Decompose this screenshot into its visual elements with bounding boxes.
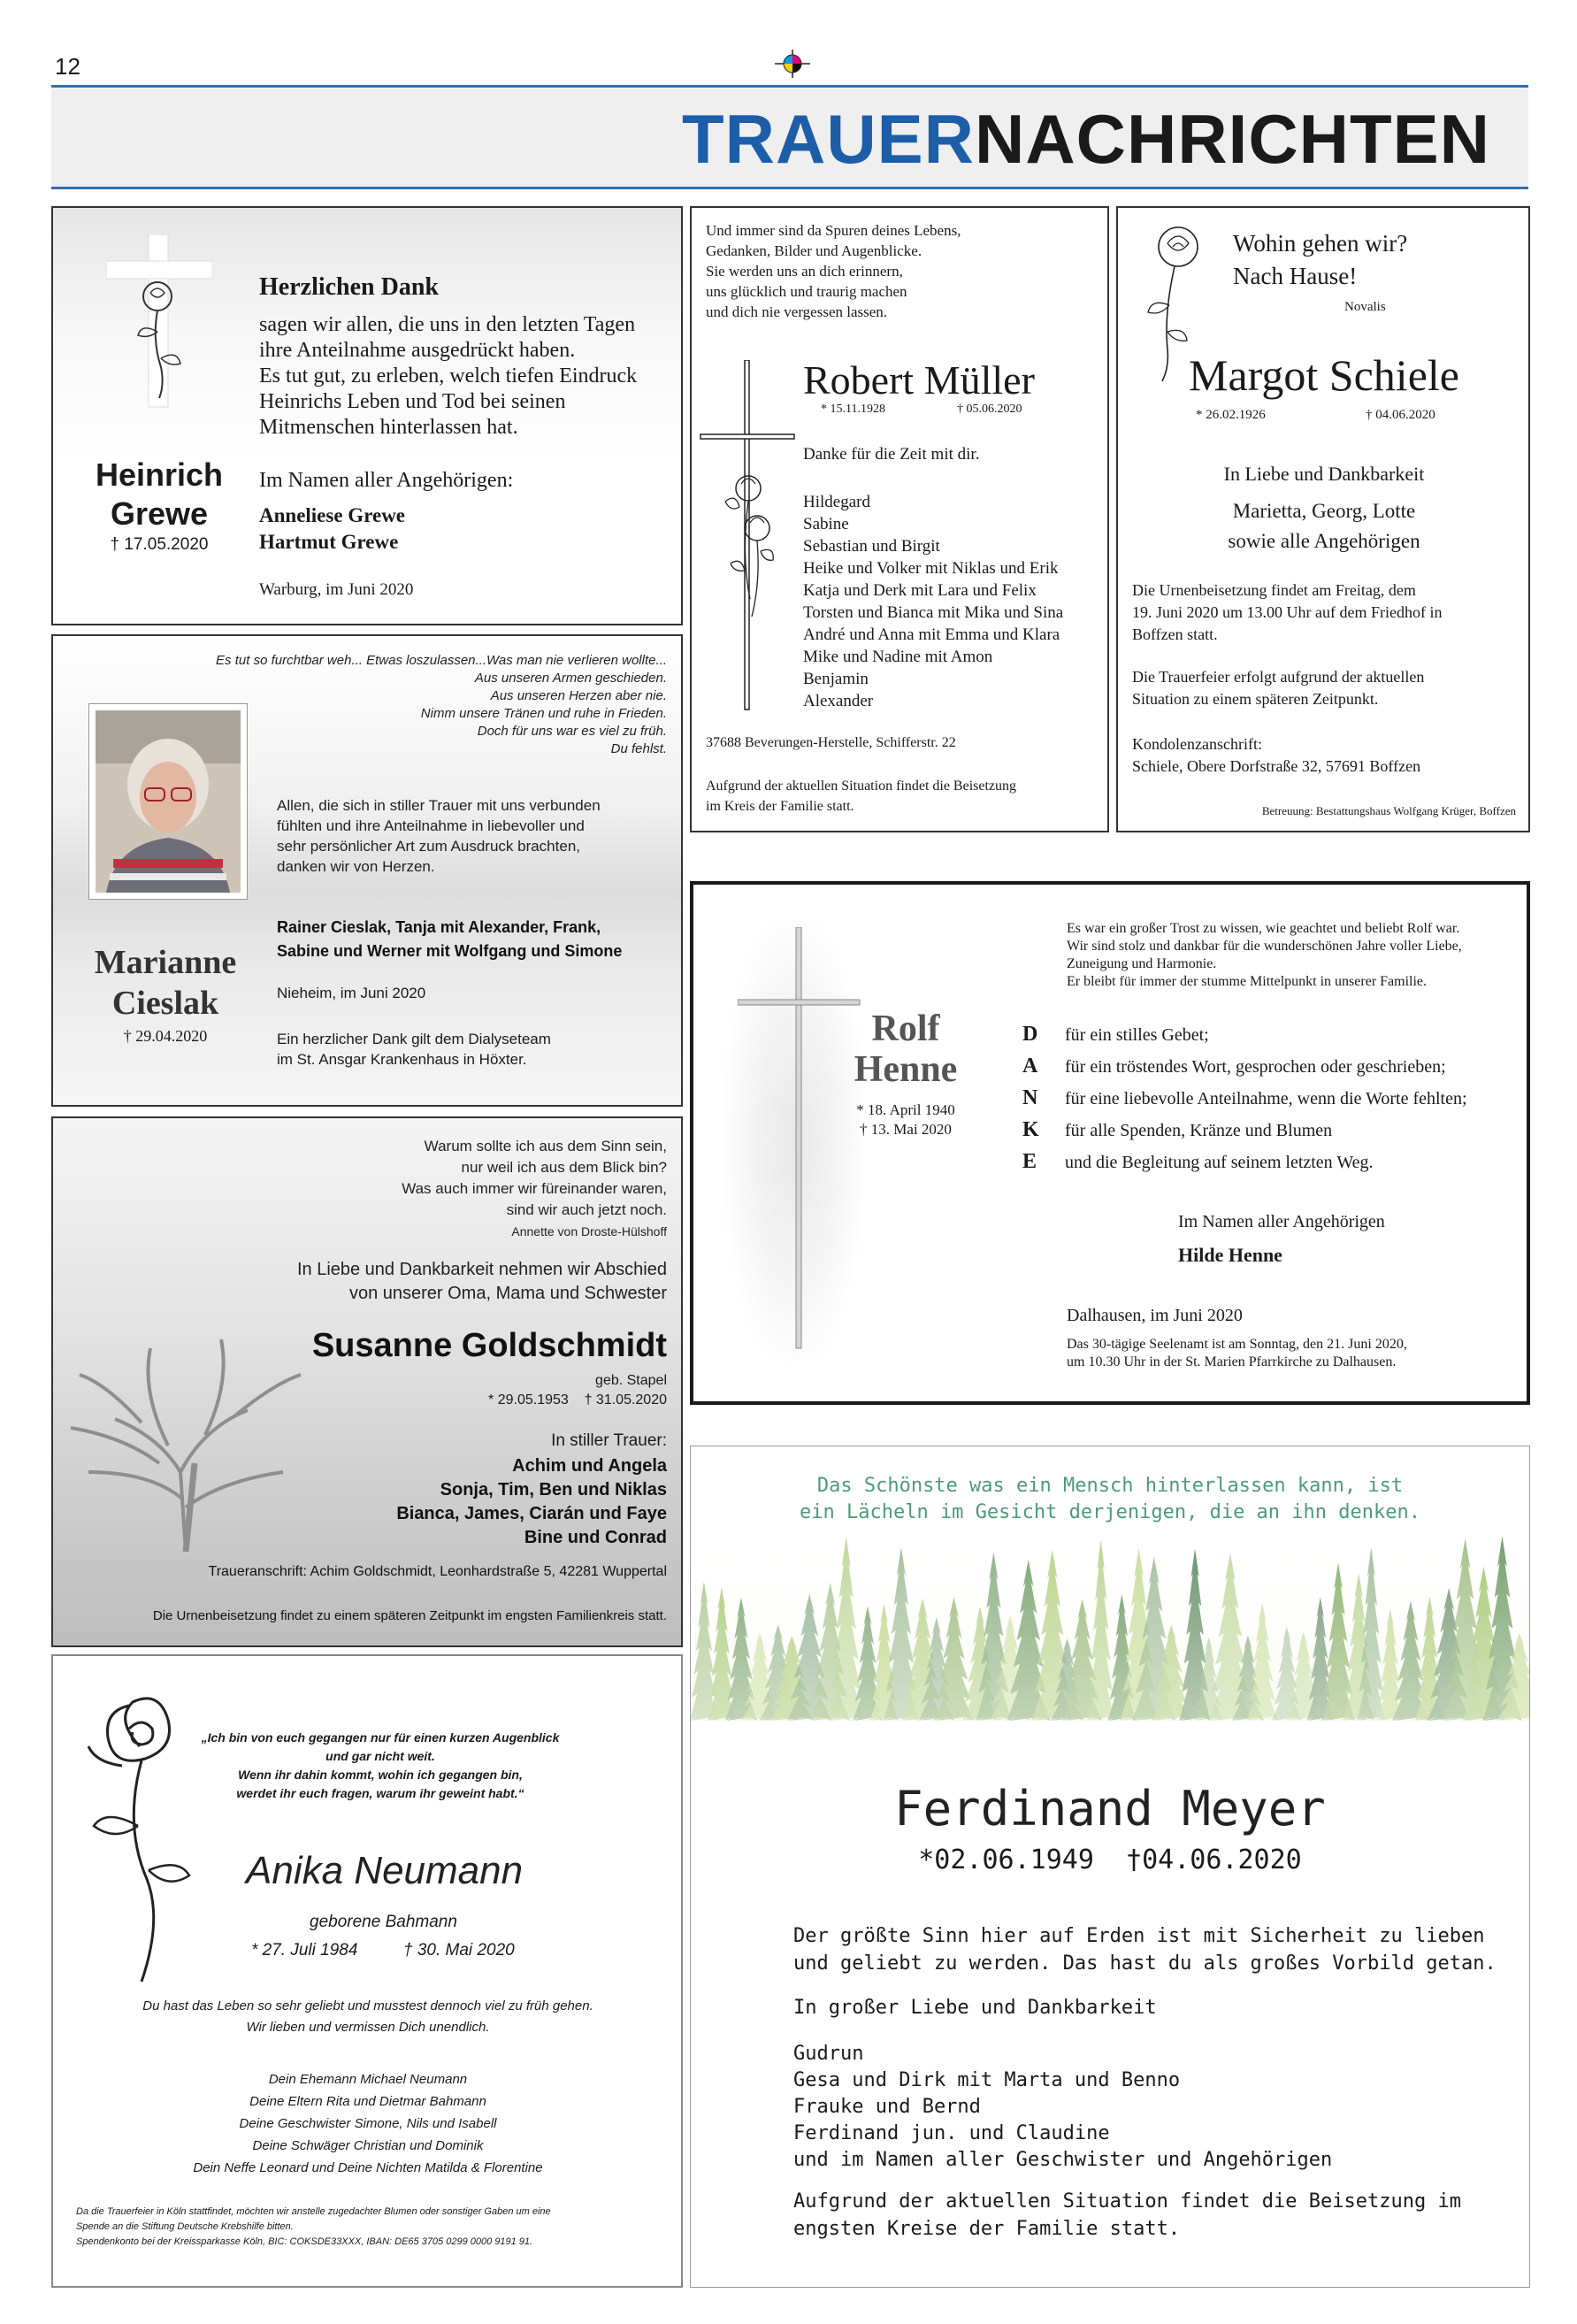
neumann-family-line: Dein Neffe Leonard und Deine Nichten Matilda & Florentine: [193, 2160, 543, 2175]
grewe-first-name: Heinrich: [95, 456, 224, 493]
goldschmidt-family-line: Bine und Conrad: [524, 1528, 667, 1547]
mueller-note-line: im Kreis der Familie statt.: [706, 799, 854, 814]
neumann-body-line: Wir lieben und vermissen Dich unendlich.: [246, 2020, 490, 2035]
henne-first-name: Rolf: [871, 1009, 940, 1049]
grewe-last-name: Grewe: [110, 495, 209, 532]
neumann-quote-line: Wenn ihr dahin kommt, wohin ich gegangen bin,: [238, 1768, 523, 1782]
mueller-address: 37688 Beverungen-Herstelle, Schifferstr. 22: [706, 735, 956, 750]
schiele-address-label: Kondolenzanschrift:: [1132, 735, 1262, 753]
henne-place-date: Dalhausen, im Juni 2020: [1067, 1306, 1243, 1325]
goldschmidt-maiden-name: geb. Stapel: [595, 1373, 667, 1388]
neumann-birth-date: * 27. Juli 1984: [251, 1941, 358, 1960]
goldschmidt-poem-line: nur weil ich aus dem Blick bin?: [461, 1159, 667, 1176]
goldschmidt-dates: * 29.05.1953 † 31.05.2020: [488, 1392, 667, 1407]
danke-text: für ein tröstendes Wort, gesprochen oder geschrieben;: [1065, 1057, 1446, 1077]
meyer-family-line: Gesa und Dirk mit Marta und Benno: [793, 2069, 1181, 2091]
goldschmidt-poem-line: Warum sollte ich aus dem Sinn sein,: [424, 1138, 667, 1154]
mueller-family-member: Hildegard: [803, 493, 870, 511]
cieslak-thanks-line: danken wir von Herzen.: [277, 858, 435, 875]
schiele-name: Margot Schiele: [1189, 350, 1459, 400]
schiele-family-line: sowie alle Angehörigen: [1228, 530, 1420, 552]
title-part-nachrichten: NACHRICHTEN: [975, 100, 1490, 178]
goldschmidt-address: Traueranschrift: Achim Goldschmidt, Leonhardstraße 5, 42281 Wuppertal: [208, 1564, 667, 1579]
schiele-quote-author: Novalis: [1344, 300, 1386, 314]
obituary-neumann: [51, 1654, 683, 2288]
cieslak-thanks-line: fühlten und ihre Anteilnahme in liebevoller und: [277, 817, 585, 834]
title-part-trauer: TRAUER: [682, 100, 976, 178]
cross-with-roses-icon: [699, 360, 796, 714]
schiele-funeral-line: Die Urnenbeisetzung findet am Freitag, dem: [1132, 581, 1416, 599]
goldschmidt-poem-line: Was auch immer wir füreinander waren,: [402, 1180, 667, 1197]
schiele-funeral-line: 19. Juni 2020 um 13.00 Uhr auf dem Friedhof in: [1132, 603, 1443, 621]
obituary-cieslak: [51, 634, 683, 1107]
mueller-family-member: Heike und Volker mit Niklas und Erik: [803, 559, 1059, 578]
cieslak-thanks-line: Allen, die sich in stiller Trauer mit uns verbunden: [277, 797, 601, 814]
henne-birth-date: * 18. April 1940: [856, 1101, 955, 1118]
meyer-body-line: und geliebt zu werden. Das hast du als großes Vorbild getan.: [793, 1952, 1497, 1975]
grewe-body-line: sagen wir allen, die uns in den letzten Tagen: [259, 313, 636, 336]
grewe-family-member: Hartmut Grewe: [259, 531, 399, 553]
meyer-quote-line: Das Schönste was ein Mensch hinterlassen kann, ist: [816, 1475, 1404, 1497]
obituary-mueller: [690, 206, 1109, 832]
mueller-poem-line: Sie werden uns an dich erinnern,: [706, 263, 903, 280]
meyer-quote-line: ein Lächeln im Gesicht derjenigen, die an ihn denken.: [800, 1501, 1420, 1523]
henne-death-date: † 13. Mai 2020: [860, 1121, 952, 1138]
grewe-place-date: Warburg, im Juni 2020: [259, 580, 414, 599]
henne-family: Hilde Henne: [1178, 1244, 1282, 1266]
neumann-quote-line: und gar nicht weit.: [325, 1749, 435, 1763]
cieslak-extra-line: im St. Ansgar Krankenhaus in Höxter.: [277, 1051, 527, 1068]
obituary-henne: [690, 881, 1530, 1405]
danke-letter: K: [1022, 1118, 1039, 1141]
neumann-family-line: Deine Eltern Rita und Dietmar Bahmann: [249, 2094, 486, 2109]
meyer-family-line: und im Namen aller Geschwister und Angehörigen: [793, 2149, 1333, 2171]
rose-line-drawing-icon: [71, 1693, 203, 1985]
grewe-body-line: ihre Anteilnahme ausgedrückt haben.: [259, 339, 576, 362]
meyer-name: Ferdinand Meyer: [894, 1781, 1326, 1837]
schiele-quote-line: Wohin gehen wir?: [1233, 230, 1408, 257]
neumann-family-line: Dein Ehemann Michael Neumann: [268, 2072, 468, 2087]
mueller-death-date: † 05.06.2020: [957, 403, 1022, 416]
schiele-undertaker: Betreuung: Bestattungshaus Wolfgang Krüger, Boffzen: [1261, 804, 1516, 817]
danke-text: für alle Spenden, Kränze und Blumen: [1065, 1121, 1333, 1140]
danke-row: [1022, 1083, 1467, 1115]
grewe-death-date: † 17.05.2020: [110, 535, 209, 554]
schiele-note-line: Die Trauerfeier erfolgt aufgrund der aktuellen: [1132, 668, 1425, 686]
header-rule-bottom: [51, 187, 1528, 189]
meyer-body-line: Der größte Sinn hier auf Erden ist mit Sicherheit zu lieben: [793, 1925, 1485, 1947]
cross-icon: [738, 927, 861, 1352]
grewe-body-line: Es tut gut, zu erleben, welch tiefen Eindruck: [259, 364, 638, 387]
neumann-maiden-name: geborene Bahmann: [310, 1913, 457, 1931]
goldschmidt-family-line: Achim und Angela: [512, 1456, 667, 1476]
portrait-photo: [88, 703, 248, 900]
obituary-schiele: [1116, 206, 1530, 832]
cieslak-thanks-line: sehr persönlicher Art zum Ausdruck brachten,: [277, 838, 580, 855]
goldschmidt-mourn-intro: In stiller Trauer:: [551, 1431, 667, 1450]
cieslak-first-name: Marianne: [94, 944, 237, 981]
cieslak-extra-line: Ein herzlicher Dank gilt dem Dialyseteam: [277, 1031, 551, 1047]
meyer-family-line: Frauke und Bernd: [793, 2096, 981, 2118]
mueller-family-member: Sebastian und Birgit: [803, 537, 940, 556]
goldschmidt-poem-line: sind wir auch jetzt noch.: [506, 1201, 667, 1218]
mueller-poem-line: Gedanken, Bilder und Augenblicke.: [706, 242, 922, 259]
danke-row: [1022, 1051, 1467, 1083]
danke-letter: A: [1022, 1055, 1038, 1078]
obituary-goldschmidt: [51, 1116, 683, 1647]
neumann-quote-line: werdet ihr euch fragen, warum ihr geweint habt.“: [236, 1786, 524, 1800]
neumann-note-line: Spendenkonto bei der Kreissparkasse Köln, BIC: COKSDE33XXX, IBAN: DE65 3705 0299 0000 9191 91.: [76, 2236, 533, 2247]
danke-letter: N: [1022, 1086, 1038, 1109]
henne-last-name: Henne: [854, 1049, 958, 1090]
danke-text: für eine liebevolle Anteilnahme, wenn die Worte fehlten;: [1065, 1089, 1467, 1108]
neumann-name: Anika Neumann: [246, 1849, 524, 1892]
mueller-note-line: Aufgrund der aktuellen Situation findet die Beisetzung: [706, 779, 1017, 794]
goldschmidt-family-line: Bianca, James, Ciarán und Faye: [396, 1504, 667, 1523]
mueller-family-member: Katja und Derk mit Lara und Felix: [803, 581, 1037, 600]
mueller-family-member: Alexander: [803, 692, 874, 710]
schiele-quote-line: Nach Hause!: [1233, 263, 1358, 289]
meyer-family-line: Gudrun: [793, 2043, 864, 2065]
henne-intro-line: Zuneigung und Harmonie.: [1067, 956, 1217, 971]
goldschmidt-family-line: Sonja, Tim, Ben und Niklas: [440, 1480, 667, 1499]
henne-intro-line: Es war ein großer Trost zu wissen, wie geachtet und beliebt Rolf war.: [1067, 921, 1460, 936]
mueller-family-member: Sabine: [803, 515, 849, 533]
schiele-funeral-line: Boffzen statt.: [1132, 625, 1218, 643]
meyer-note-line: engsten Kreise der Familie statt.: [793, 2218, 1181, 2240]
goldschmidt-poem-author: Annette von Droste-Hülshoff: [511, 1224, 667, 1239]
cieslak-poem-line: Aus unseren Armen geschieden.: [474, 671, 667, 686]
obituary-meyer: [690, 1446, 1530, 2288]
grewe-heading: Herzlichen Dank: [259, 273, 439, 301]
henne-mass-line: Das 30-tägige Seelenamt ist am Sonntag, den 21. Juni 2020,: [1067, 1337, 1407, 1352]
meyer-family-line: Ferdinand jun. und Claudine: [793, 2122, 1110, 2144]
danke-text: für ein stilles Gebet;: [1065, 1025, 1209, 1045]
mueller-name: Robert Müller: [803, 357, 1035, 403]
mueller-family-member: André und Anna mit Emma und Klara: [803, 625, 1060, 644]
mueller-family-member: Mike und Nadine mit Amon: [803, 648, 993, 666]
neumann-note-line: Spende an die Stiftung Deutsche Krebshilfe bitten.: [76, 2221, 294, 2232]
meyer-dates: *02.06.1949 †04.06.2020: [918, 1845, 1302, 1875]
grewe-body-line: Mitmenschen hinterlassen hat.: [259, 416, 518, 439]
cieslak-poem-line: Es tut so furchtbar weh... Etwas loszulassen...Was man nie verlieren wollte...: [216, 653, 667, 668]
neumann-family-line: Deine Schwäger Christian und Dominik: [252, 2138, 484, 2153]
mueller-poem-line: und dich nie vergessen lassen.: [706, 303, 888, 320]
danke-row: [1022, 1115, 1467, 1147]
mueller-family-member: Torsten und Bianca mit Mika und Sina: [803, 603, 1064, 622]
neumann-body-line: Du hast das Leben so sehr geliebt und musstest dennoch viel zu früh gehen.: [142, 1998, 593, 2013]
henne-intro-line: Wir sind stolz und dankbar für die wunderschönen Jahre voller Liebe,: [1067, 939, 1462, 954]
page-title: [682, 99, 1490, 180]
schiele-family-line: Marietta, Georg, Lotte: [1232, 500, 1416, 522]
danke-text: und die Begleitung auf seinem letzten Weg.: [1065, 1153, 1374, 1172]
neumann-death-date: † 30. Mai 2020: [403, 1941, 515, 1960]
cieslak-poem-line: Nimm unsere Tränen und ruhe in Frieden.: [420, 706, 667, 721]
henne-mass-line: um 10.30 Uhr in der St. Marien Pfarrkirche zu Dalhausen.: [1067, 1354, 1397, 1369]
mueller-family-member: Benjamin: [803, 670, 869, 688]
cieslak-last-name: Cieslak: [111, 985, 219, 1022]
grewe-family-intro: Im Namen aller Angehörigen:: [259, 469, 514, 492]
meyer-intro: In großer Liebe und Dankbarkeit: [793, 1997, 1157, 2019]
registration-mark-icon: [775, 48, 810, 80]
goldschmidt-intro-line: In Liebe und Dankbarkeit nehmen wir Abschied: [296, 1260, 667, 1279]
cieslak-family-line: Rainer Cieslak, Tanja mit Alexander, Frank,: [277, 918, 601, 936]
mueller-poem-line: uns glücklich und traurig machen: [706, 283, 907, 300]
schiele-death-date: † 04.06.2020: [1366, 408, 1435, 422]
cieslak-place-date: Nieheim, im Juni 2020: [277, 985, 426, 1001]
meyer-note-line: Aufgrund der aktuellen Situation findet die Beisetzung im: [793, 2190, 1461, 2213]
goldschmidt-note: Die Urnenbeisetzung findet zu einem späteren Zeitpunkt im engsten Familienkreis statt.: [152, 1608, 667, 1623]
cieslak-poem-line: Doch für uns war es viel zu früh.: [477, 724, 667, 739]
obituary-grewe: [51, 206, 683, 625]
grewe-family-member: Anneliese Grewe: [259, 504, 406, 526]
mueller-poem-line: Und immer sind da Spuren deines Lebens,: [706, 222, 961, 239]
grewe-body-line: Heinrichs Leben und Tod bei seinen: [259, 390, 566, 413]
page-number: 12: [55, 53, 80, 80]
cieslak-poem-line: Aus unseren Herzen aber nie.: [490, 688, 667, 703]
cieslak-death-date: † 29.04.2020: [123, 1027, 208, 1045]
neumann-family-line: Deine Geschwister Simone, Nils und Isabell: [239, 2116, 497, 2131]
neumann-quote-line: „Ich bin von euch gegangen nur für einen kurzen Augenblick: [201, 1730, 560, 1745]
henne-intro-line: Er bleibt für immer der stumme Mittelpunkt in unserer Familie.: [1067, 974, 1428, 989]
mueller-thanks: Danke für die Zeit mit dir.: [803, 445, 980, 464]
forest-watercolor-illustration: [691, 1526, 1529, 1721]
goldschmidt-name: Susanne Goldschmidt: [311, 1327, 667, 1364]
schiele-birth-date: * 26.02.1926: [1196, 408, 1266, 422]
danke-row: [1022, 1019, 1467, 1051]
mueller-birth-date: * 15.11.1928: [821, 403, 885, 416]
cross-with-rose-icon: [106, 234, 212, 411]
neumann-note-line: Da die Trauerfeier in Köln stattfindet, möchten wir anstelle zugedachter Blumen oder sonstiger Gaben um eine: [76, 2206, 551, 2217]
goldschmidt-intro-line: von unserer Oma, Mama und Schwester: [348, 1284, 667, 1303]
schiele-note-line: Situation zu einem späteren Zeitpunkt.: [1132, 690, 1379, 708]
henne-family-intro: Im Namen aller Angehörigen: [1178, 1212, 1385, 1231]
danke-row: [1022, 1147, 1467, 1178]
danke-letter: D: [1022, 1023, 1038, 1046]
cieslak-family-line: Sabine und Werner mit Wolfgang und Simone: [277, 942, 623, 960]
danke-letter: E: [1022, 1150, 1037, 1173]
schiele-address: Schiele, Obere Dorfstraße 32, 57691 Boffzen: [1132, 757, 1421, 775]
cieslak-poem-line: Du fehlst.: [610, 741, 667, 756]
tree-silhouette-icon: [53, 1322, 318, 1552]
schiele-intro: In Liebe und Dankbarkeit: [1223, 463, 1425, 485]
